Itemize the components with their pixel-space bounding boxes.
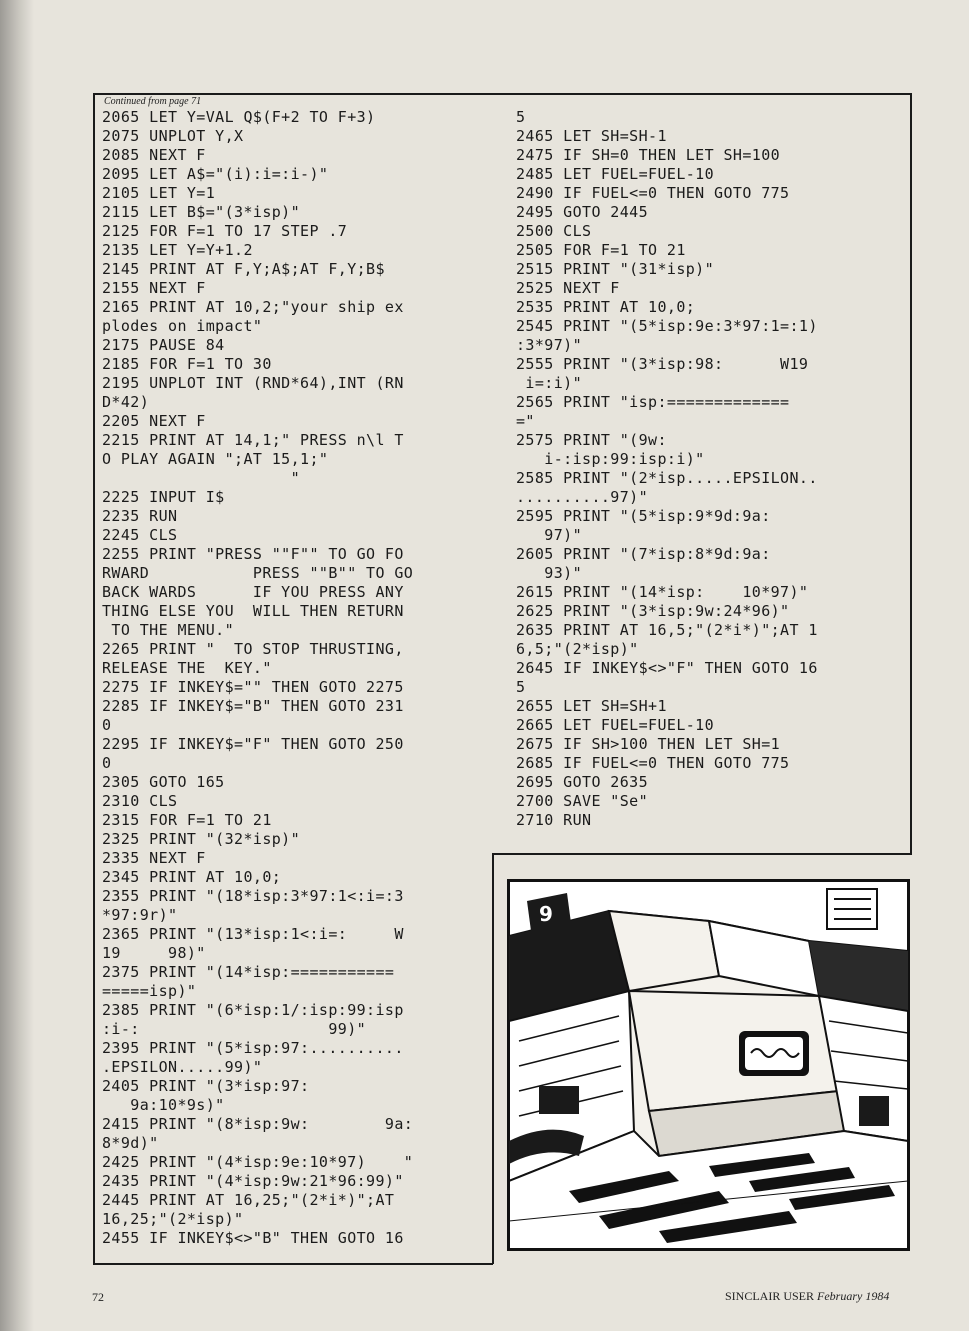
code-line: 2235 RUN [102, 507, 178, 525]
code-line: 19 98)" [102, 944, 206, 962]
continued-note: Continued from page 71 [104, 96, 202, 107]
magazine-name: SINCLAIR USER [725, 1289, 815, 1303]
code-line: 8*9d)" [102, 1134, 159, 1152]
code-line: 2500 CLS [516, 222, 592, 240]
code-line: 2675 IF SH>100 THEN LET SH=1 [516, 735, 781, 753]
code-line: 2165 PRINT AT 10,2;"your ship ex [102, 298, 404, 316]
code-line: 2185 FOR F=1 TO 30 [102, 355, 272, 373]
code-line: 2265 PRINT " TO STOP THRUSTING, [102, 640, 404, 658]
page-spine-shadow [0, 0, 34, 1331]
code-listing-right [516, 108, 818, 830]
code-line: 2455 IF INKEY$<>"B" THEN GOTO 16 [102, 1229, 404, 1247]
code-line: 2335 NEXT F [102, 849, 206, 867]
code-line: 16,25;"(2*isp)" [102, 1210, 244, 1228]
code-line: 2255 PRINT "PRESS ""F"" TO GO FO [102, 545, 404, 563]
code-line: 2095 LET A$="(i):i=:i-)" [102, 165, 329, 183]
code-line: i-:isp:99:isp:i)" [516, 450, 705, 468]
code-line: 2475 IF SH=0 THEN LET SH=100 [516, 146, 781, 164]
code-line: 2135 LET Y=Y+1.2 [102, 241, 253, 259]
code-line: 2225 INPUT I$ [102, 488, 225, 506]
code-line: 2635 PRINT AT 16,5;"(2*i*)";AT 1 [516, 621, 818, 639]
code-line: 2505 FOR F=1 TO 21 [516, 241, 686, 259]
code-line: 2465 LET SH=SH-1 [516, 127, 667, 145]
svg-text:9: 9 [539, 902, 553, 926]
frame-mid-vertical [492, 853, 494, 1264]
code-line: 2285 IF INKEY$="B" THEN GOTO 231 [102, 697, 404, 715]
frame-mid-rule [492, 853, 912, 855]
code-line: 2155 NEXT F [102, 279, 206, 297]
code-line: THING ELSE YOU WILL THEN RETURN [102, 602, 404, 620]
code-line: 2075 UNPLOT Y,X [102, 127, 244, 145]
code-line: 2665 LET FUEL=FUEL-10 [516, 716, 715, 734]
page-number: 72 [92, 1290, 104, 1304]
code-line: 5 [516, 108, 526, 126]
code-line: 2685 IF FUEL<=0 THEN GOTO 775 [516, 754, 790, 772]
code-line: 2605 PRINT "(7*isp:8*9d:9a: [516, 545, 771, 563]
code-listing-left [102, 108, 413, 1248]
code-line: 2710 RUN [516, 811, 592, 829]
code-line: i=:i)" [516, 374, 583, 392]
code-line: 2310 CLS [102, 792, 178, 810]
code-line: 2585 PRINT "(2*isp.....EPSILON.. [516, 469, 818, 487]
code-line: .EPSILON.....99)" [102, 1058, 263, 1076]
code-line: 2065 LET Y=VAL Q$(F+2 TO F+3) [102, 108, 376, 126]
code-line: :3*97)" [516, 336, 583, 354]
code-line: 2365 PRINT "(13*isp:1<:i=: W [102, 925, 404, 943]
code-line: RWARD PRESS ""B"" TO GO [102, 564, 414, 582]
code-line: 0 [102, 716, 112, 734]
code-line: =====isp)" [102, 982, 197, 1000]
code-line: 2525 NEXT F [516, 279, 620, 297]
code-line: TO THE MENU." [102, 621, 235, 639]
code-line: 2345 PRINT AT 10,0; [102, 868, 282, 886]
code-line: 2325 PRINT "(32*isp)" [102, 830, 301, 848]
code-line: 2195 UNPLOT INT (RND*64),INT (RN [102, 374, 404, 392]
code-line: D*42) [102, 393, 150, 411]
code-line: RELEASE THE KEY." [102, 659, 272, 677]
code-line: " [102, 469, 301, 487]
code-line: 2565 PRINT "isp:============= [516, 393, 790, 411]
code-line: 2145 PRINT AT F,Y;A$;AT F,Y;B$ [102, 260, 385, 278]
code-line: *97:9r)" [102, 906, 178, 924]
code-line: 2115 LET B$="(3*isp)" [102, 203, 301, 221]
issue-date: February 1984 [817, 1289, 890, 1303]
frame-bottom-rule [93, 1263, 493, 1265]
code-line: 2575 PRINT "(9w: [516, 431, 667, 449]
code-line: BACK WARDS IF YOU PRESS ANY [102, 583, 404, 601]
code-line: 2355 PRINT "(18*isp:3*97:1<:i=:3 [102, 887, 404, 905]
code-line: 97)" [516, 526, 583, 544]
frame-right-edge [910, 93, 912, 853]
code-line: 9a:10*9s)" [102, 1096, 225, 1114]
code-line: ..........97)" [516, 488, 649, 506]
code-line: 2275 IF INKEY$="" THEN GOTO 2275 [102, 678, 404, 696]
magazine-footer [725, 1289, 889, 1304]
code-line: 2125 FOR F=1 TO 17 STEP .7 [102, 222, 348, 240]
code-line: 2700 SAVE "Se" [516, 792, 649, 810]
code-line: 2655 LET SH=SH+1 [516, 697, 667, 715]
code-line: 2395 PRINT "(5*isp:97:.......... [102, 1039, 404, 1057]
code-line: plodes on impact" [102, 317, 263, 335]
code-line: 2425 PRINT "(4*isp:9e:10*97) " [102, 1153, 414, 1171]
code-line: 2485 LET FUEL=FUEL-10 [516, 165, 715, 183]
code-line: 2545 PRINT "(5*isp:9e:3*97:1=:1) [516, 317, 818, 335]
code-line: 2535 PRINT AT 10,0; [516, 298, 696, 316]
code-line: 2645 IF INKEY$<>"F" THEN GOTO 16 [516, 659, 818, 677]
code-line: :i-: 99)" [102, 1020, 367, 1038]
code-line: 93)" [516, 564, 583, 582]
code-line: 2315 FOR F=1 TO 21 [102, 811, 272, 829]
code-line: 2085 NEXT F [102, 146, 206, 164]
code-line: 2375 PRINT "(14*isp:=========== [102, 963, 395, 981]
code-line: 2445 PRINT AT 16,25;"(2*i*)";AT [102, 1191, 395, 1209]
code-line: 2435 PRINT "(4*isp:9w:21*96:99)" [102, 1172, 404, 1190]
code-line: 2305 GOTO 165 [102, 773, 225, 791]
cockpit-drawing [509, 881, 908, 1249]
code-line: 2105 LET Y=1 [102, 184, 216, 202]
code-line: 2615 PRINT "(14*isp: 10*97)" [516, 583, 809, 601]
code-line: 2625 PRINT "(3*isp:9w:24*96)" [516, 602, 790, 620]
code-line: 5 [516, 678, 526, 696]
code-line: 2175 PAUSE 84 [102, 336, 225, 354]
code-line: 2385 PRINT "(6*isp:1/:isp:99:isp [102, 1001, 404, 1019]
code-line: 2215 PRINT AT 14,1;" PRESS n\l T [102, 431, 404, 449]
code-line: 2490 IF FUEL<=0 THEN GOTO 775 [516, 184, 790, 202]
code-line: 2495 GOTO 2445 [516, 203, 649, 221]
code-line: 2295 IF INKEY$="F" THEN GOTO 250 [102, 735, 404, 753]
code-line: =" [516, 412, 535, 430]
code-line: 2555 PRINT "(3*isp:98: W19 [516, 355, 809, 373]
code-line: 2405 PRINT "(3*isp:97: [102, 1077, 310, 1095]
code-line: 0 [102, 754, 112, 772]
code-line: 2205 NEXT F [102, 412, 206, 430]
code-line: 2695 GOTO 2635 [516, 773, 649, 791]
code-line: 2595 PRINT "(5*isp:9*9d:9a: [516, 507, 771, 525]
spaceship-interior-illustration [507, 879, 910, 1251]
code-line: O PLAY AGAIN ";AT 15,1;" [102, 450, 329, 468]
code-line: 2415 PRINT "(8*isp:9w: 9a: [102, 1115, 414, 1133]
code-line: 2245 CLS [102, 526, 178, 544]
code-line: 6,5;"(2*isp)" [516, 640, 639, 658]
code-line: 2515 PRINT "(31*isp)" [516, 260, 715, 278]
